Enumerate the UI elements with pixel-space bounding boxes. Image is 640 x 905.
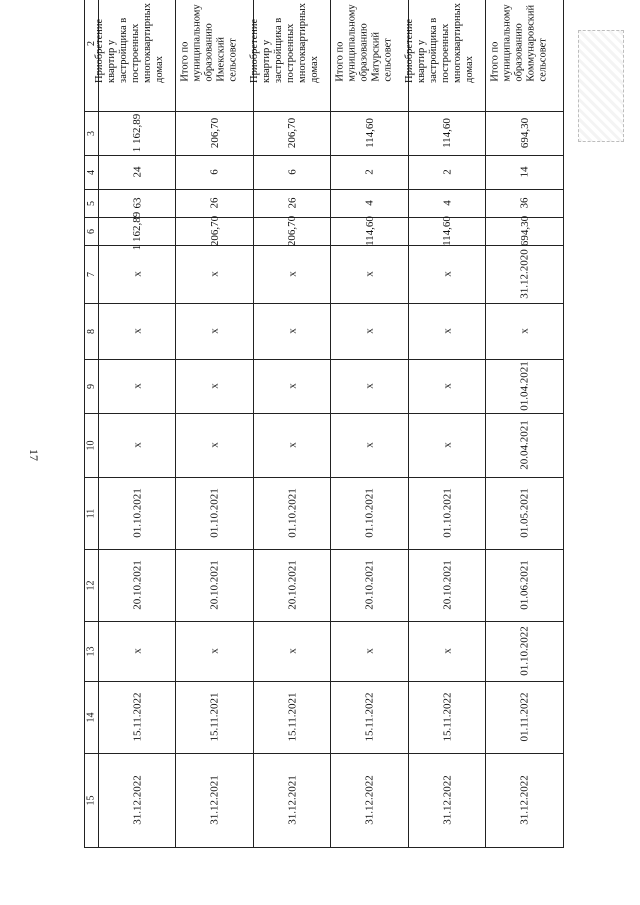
header-cell: 9 <box>85 360 99 414</box>
data-table <box>84 0 564 848</box>
header-cell: 7 <box>85 246 99 304</box>
table-cell: 01.10.2021 <box>254 478 332 550</box>
header-cell: 2 <box>85 0 99 112</box>
table-row-col15 <box>85 754 564 848</box>
header-cell: 8 <box>85 304 99 360</box>
table-cell: 01.05.2021 <box>486 478 564 550</box>
table-cell: 63 <box>99 190 177 218</box>
header-cell: 10 <box>85 414 99 478</box>
table-cell: 20.04.2021 <box>486 414 564 478</box>
header-cell: 11 <box>85 478 99 550</box>
description-cell: Итого по муниципальному образованию Матурский сельсовет <box>331 0 409 112</box>
header-cell: 6 <box>85 218 99 246</box>
table-cell: 114,60 <box>331 112 409 156</box>
table-cell: 1 162,89 <box>99 218 177 246</box>
table-cell: 26 <box>176 190 254 218</box>
table-cell: 31.12.2021 <box>254 754 332 848</box>
table-cell: 15.11.2022 <box>409 682 487 754</box>
table-row-col11 <box>85 478 564 550</box>
table-cell: 4 <box>331 190 409 218</box>
table-row-col5 <box>85 190 564 218</box>
document-table-wrapper <box>84 3 564 848</box>
table-cell: x <box>409 246 487 304</box>
table-cell: 31.12.2022 <box>99 754 177 848</box>
description-cell: Приобретение квартир у застройщика в построенных многоквартирных домах <box>99 0 177 112</box>
table-cell: x <box>254 622 332 682</box>
header-cell: 4 <box>85 156 99 190</box>
table-cell: 15.11.2021 <box>254 682 332 754</box>
table-cell: 20.10.2021 <box>409 550 487 622</box>
table-row-col6 <box>85 218 564 246</box>
table-cell: 6 <box>176 156 254 190</box>
table-cell: x <box>99 304 177 360</box>
table-cell: x <box>99 414 177 478</box>
table-cell: 36 <box>486 190 564 218</box>
table-cell: 31.12.2022 <box>331 754 409 848</box>
table-row-col13 <box>85 622 564 682</box>
table-cell: 694,30 <box>486 112 564 156</box>
table-cell: x <box>409 304 487 360</box>
table-cell: 31.12.2020 <box>486 246 564 304</box>
table-row-col10 <box>85 414 564 478</box>
table-cell: x <box>254 304 332 360</box>
table-cell: 20.10.2021 <box>331 550 409 622</box>
table-cell: 20.10.2021 <box>99 550 177 622</box>
table-cell: 01.10.2021 <box>331 478 409 550</box>
table-cell: x <box>486 304 564 360</box>
header-cell: 15 <box>85 754 99 848</box>
header-cell: 12 <box>85 550 99 622</box>
table-cell: 15.11.2022 <box>331 682 409 754</box>
table-cell: x <box>99 622 177 682</box>
table-cell: 01.10.2021 <box>99 478 177 550</box>
table-cell: 2 <box>331 156 409 190</box>
table-cell: x <box>331 360 409 414</box>
header-cell: 13 <box>85 622 99 682</box>
table-cell: 206,70 <box>254 218 332 246</box>
table-cell: 31.12.2022 <box>486 754 564 848</box>
table-cell: 206,70 <box>176 112 254 156</box>
table-cell: x <box>331 414 409 478</box>
table-row-col3 <box>85 112 564 156</box>
table-cell: 01.10.2021 <box>409 478 487 550</box>
table-cell: 6 <box>254 156 332 190</box>
table-cell: x <box>331 304 409 360</box>
table-row-col12 <box>85 550 564 622</box>
table-cell: 1 162,89 <box>99 112 177 156</box>
table-cell: 14 <box>486 156 564 190</box>
table-cell: x <box>331 622 409 682</box>
table-cell: 15.11.2022 <box>99 682 177 754</box>
table-row-col2 <box>85 0 564 112</box>
table-cell: 31.12.2022 <box>409 754 487 848</box>
table-cell: 114,60 <box>409 218 487 246</box>
table-cell: x <box>409 622 487 682</box>
table-cell: 01.10.2021 <box>176 478 254 550</box>
table-cell: x <box>176 360 254 414</box>
description-cell: Итого по муниципальному образованию Коммунаровский сельсовет <box>486 0 564 112</box>
table-cell: x <box>331 246 409 304</box>
table-cell: 4 <box>409 190 487 218</box>
table-cell: 206,70 <box>254 112 332 156</box>
table-cell: x <box>176 246 254 304</box>
table-cell: x <box>99 360 177 414</box>
table-cell: x <box>254 414 332 478</box>
table-row-col7 <box>85 246 564 304</box>
table-cell: x <box>254 360 332 414</box>
page-number: 17 <box>27 449 41 461</box>
table-cell: 114,60 <box>409 112 487 156</box>
table-cell: x <box>409 414 487 478</box>
table-cell: x <box>99 246 177 304</box>
table-cell: 31.12.2021 <box>176 754 254 848</box>
header-cell: 3 <box>85 112 99 156</box>
table-cell: x <box>176 622 254 682</box>
table-cell: x <box>176 304 254 360</box>
table-cell: 15.11.2021 <box>176 682 254 754</box>
table-cell: 20.10.2021 <box>176 550 254 622</box>
table-cell: 24 <box>99 156 177 190</box>
table-cell: x <box>254 246 332 304</box>
table-cell: x <box>176 414 254 478</box>
table-row-col9 <box>85 360 564 414</box>
table-cell: 694,30 <box>486 218 564 246</box>
table-cell: 20.10.2021 <box>254 550 332 622</box>
table-cell: 01.11.2022 <box>486 682 564 754</box>
table-cell: 01.10.2022 <box>486 622 564 682</box>
table-row-col4 <box>85 156 564 190</box>
table-cell: 01.06.2021 <box>486 550 564 622</box>
header-cell: 14 <box>85 682 99 754</box>
table-row-col14 <box>85 682 564 754</box>
table-cell: 2 <box>409 156 487 190</box>
description-cell: Приобретение квартир у застройщика в построенных многоквартирных домах <box>254 0 332 112</box>
table-cell: 206,70 <box>176 218 254 246</box>
table-cell: x <box>409 360 487 414</box>
stamp-icon <box>578 30 624 142</box>
table-cell: 01.04.2021 <box>486 360 564 414</box>
table-cell: 114,60 <box>331 218 409 246</box>
table-row-col8 <box>85 304 564 360</box>
table-cell: 26 <box>254 190 332 218</box>
description-cell: Приобретение квартир у застройщика в построенных многоквартирных домах <box>409 0 487 112</box>
description-cell: Итого по муниципальному образованию Имекский сельсовет <box>176 0 254 112</box>
header-cell: 5 <box>85 190 99 218</box>
